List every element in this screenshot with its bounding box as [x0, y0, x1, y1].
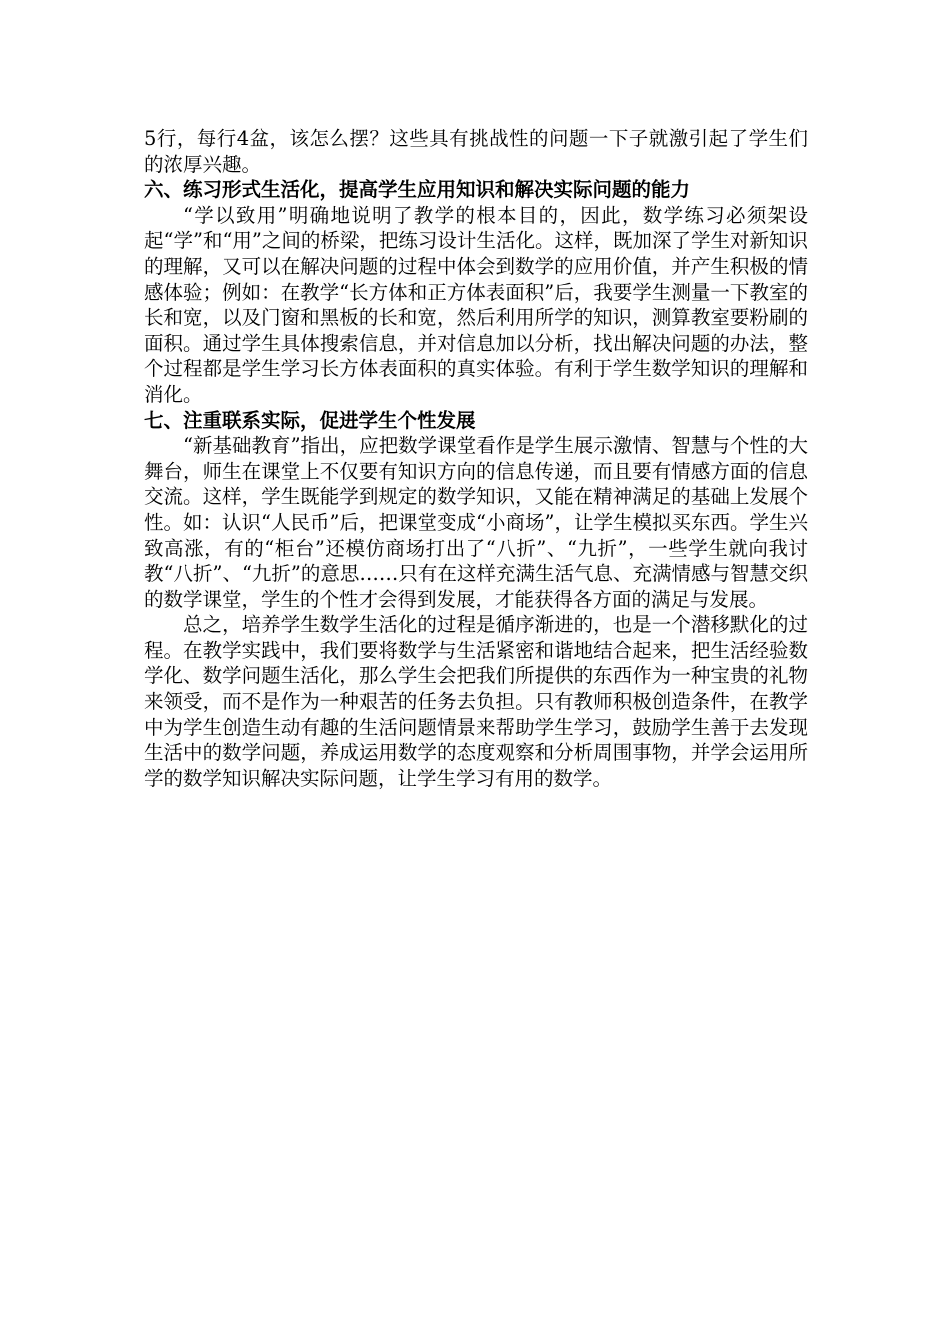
paragraph-section-7: “新基础教育”指出，应把数学课堂看作是学生展示激情、智慧与个性的大舞台，师生在课堂上不仅要有知识方向的信息传递，而且要有情感方面的信息交流。这样，学生既能学到规定的数学知识，又能在精神满足的基础上发展个性。如：认识“人民币”后，把课堂变成“小商场”，让学生模拟买东西。学生兴致高涨，有的“柜台”还模仿商场打出了“八折”、“九折”，一些学生就向我讨教“八折”、“九折”的意思……只有在这样充满生活气息、充满情感与智慧交织的数学课堂，学生的个性才会得到发展，才能获得各方面的满足与发展。 — [144, 434, 808, 611]
section-heading-6: 六、练习形式生活化，提高学生应用知识和解决实际问题的能力 — [144, 178, 691, 202]
paragraph-continuation: 5行，每行4盆，该怎么摆？这些具有挑战性的问题一下子就激引起了学生们的浓厚兴趣。 — [144, 127, 808, 176]
paragraph-section-6: “学以致用”明确地说明了教学的根本目的，因此，数学练习必须架设起“学”和“用”之间的桥梁，把练习设计生活化。这样，既加深了学生对新知识的理解，又可以在解决问题的过程中体会到数学的应用价值，并产生积极的情感体验；例如：在教学“长方体和正方体表面积”后，我要学生测量一下教室的长和宽，以及门窗和黑板的长和宽，然后利用所学的知识，测算教室要粉刷的面积。通过学生具体搜索信息，并对信息加以分析，找出解决问题的办法，整个过程都是学生学习长方体表面积的真实体验。有利于学生数学知识的理解和消化。 — [144, 203, 808, 406]
section-heading-7: 七、注重联系实际，促进学生个性发展 — [144, 408, 476, 432]
paragraph-conclusion: 总之，培养学生数学生活化的过程是循序渐进的，也是一个潜移默化的过程。在教学实践中，我们要将数学与生活紧密和谐地结合起来，把生活经验数学化、数学问题生活化，那么学生会把我们所提供的东西作为一种宝贵的礼物来领受，而不是作为一种艰苦的任务去负担。只有教师积极创造条件，在教学中为学生创造生动有趣的生活问题情景来帮助学生学习，鼓励学生善于去发现生活中的数学问题，养成运用数学的态度观察和分析周围事物，并学会运用所学的数学知识解决实际问题，让学生学习有用的数学。 — [144, 613, 808, 790]
document-body — [144, 126, 808, 791]
